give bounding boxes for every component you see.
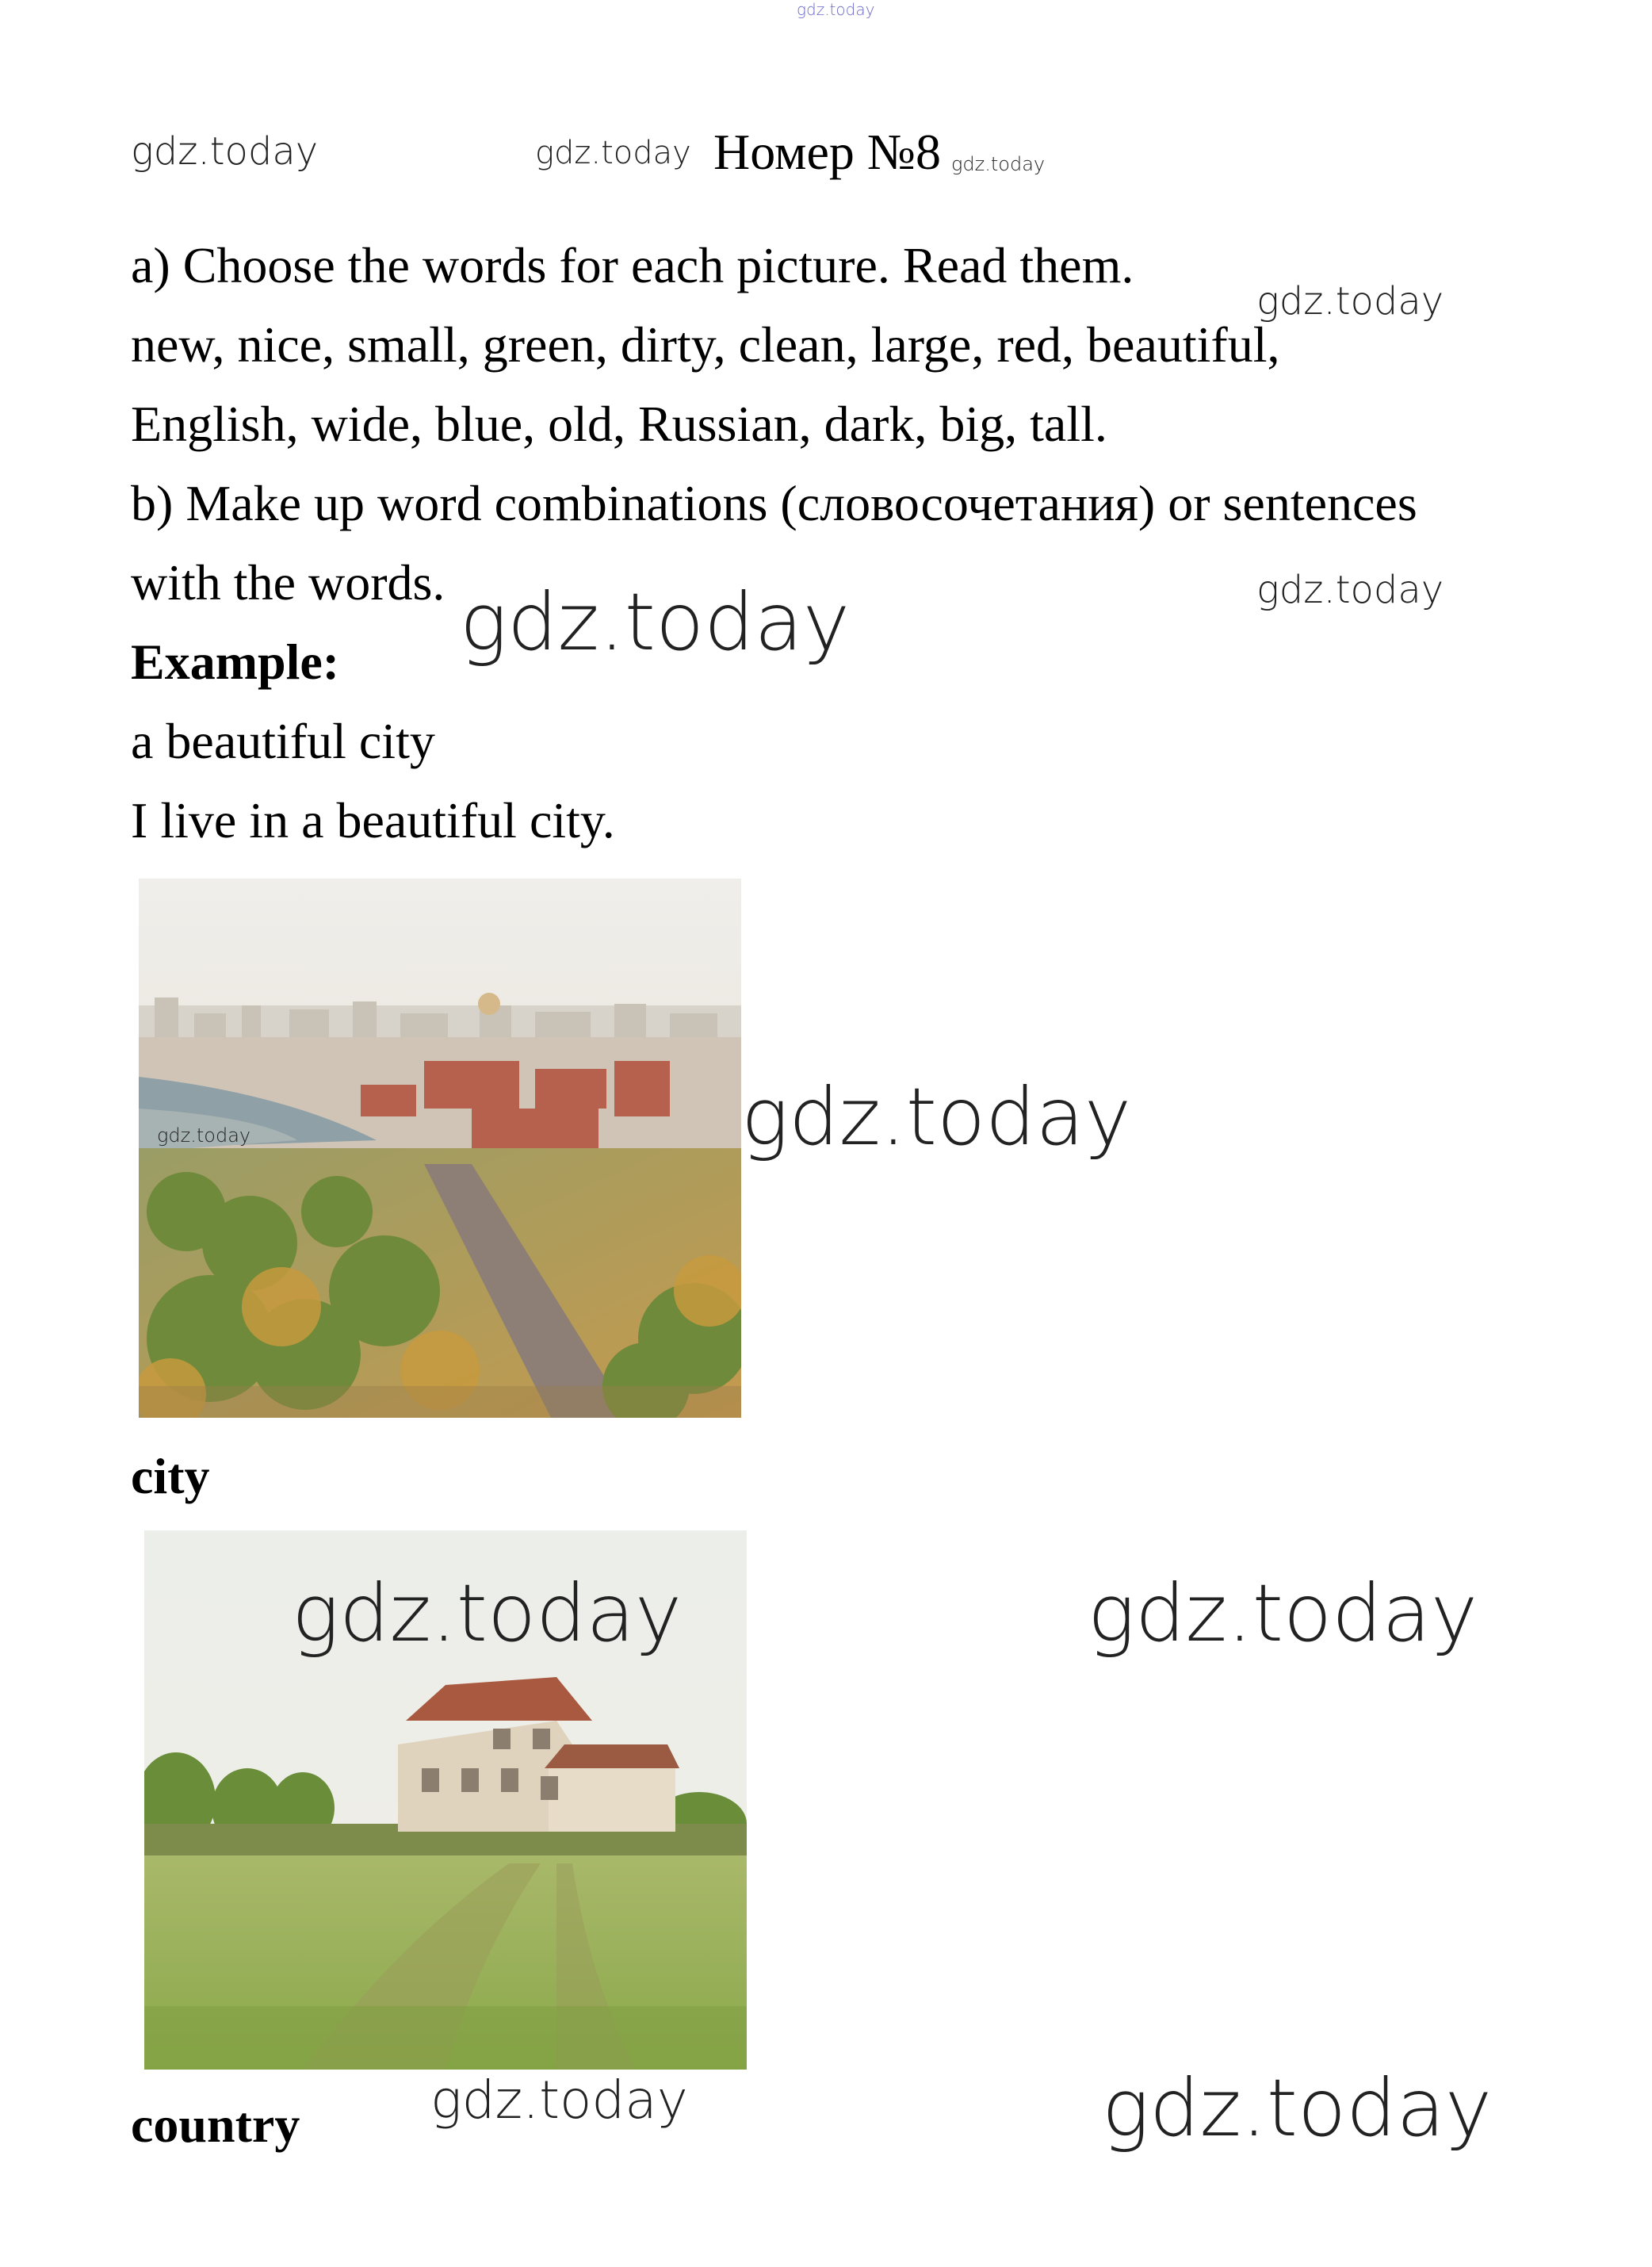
watermark-header-small: gdz.today <box>951 153 1046 175</box>
task-line-b2: with the words. <box>131 554 446 611</box>
watermark-large-2: gdz.today <box>741 1070 1132 1163</box>
page-title: Номер №8 <box>713 124 941 180</box>
watermark-right-2: gdz.today <box>1256 568 1444 612</box>
watermark-large-5: gdz.today <box>1102 2062 1493 2154</box>
watermark-right-1: gdz.today <box>1256 279 1444 324</box>
caption-city: city <box>131 1448 210 1504</box>
watermark-large-1: gdz.today <box>460 576 851 668</box>
example-line-2: I live in a beautiful city. <box>131 792 615 848</box>
watermark-large-3: gdz.today <box>292 1567 683 1660</box>
watermark-header-left: gdz.today <box>131 129 319 174</box>
task-words-2: English, wide, blue, old, Russian, dark, big, tall. <box>131 396 1107 452</box>
caption-country: country <box>131 2097 300 2153</box>
task-line-b1: b) Make up word combinations (словосочетания) or sentences <box>131 475 1417 531</box>
city-photo <box>139 879 741 1418</box>
task-words-1: new, nice, small, green, dirty, clean, large, red, beautiful, <box>131 316 1280 373</box>
watermark-large-4: gdz.today <box>1088 1567 1478 1660</box>
watermark-top: gdz.today <box>797 0 875 19</box>
task-line-a: a) Choose the words for each picture. Read them. <box>131 237 1134 293</box>
example-line-1: a beautiful city <box>131 713 435 769</box>
example-label: Example: <box>131 634 340 690</box>
watermark-country-mid: gdz.today <box>430 2070 688 2131</box>
watermark-header-mid: gdz.today <box>535 135 691 171</box>
watermark-city-small: gdz.today <box>157 1124 251 1147</box>
